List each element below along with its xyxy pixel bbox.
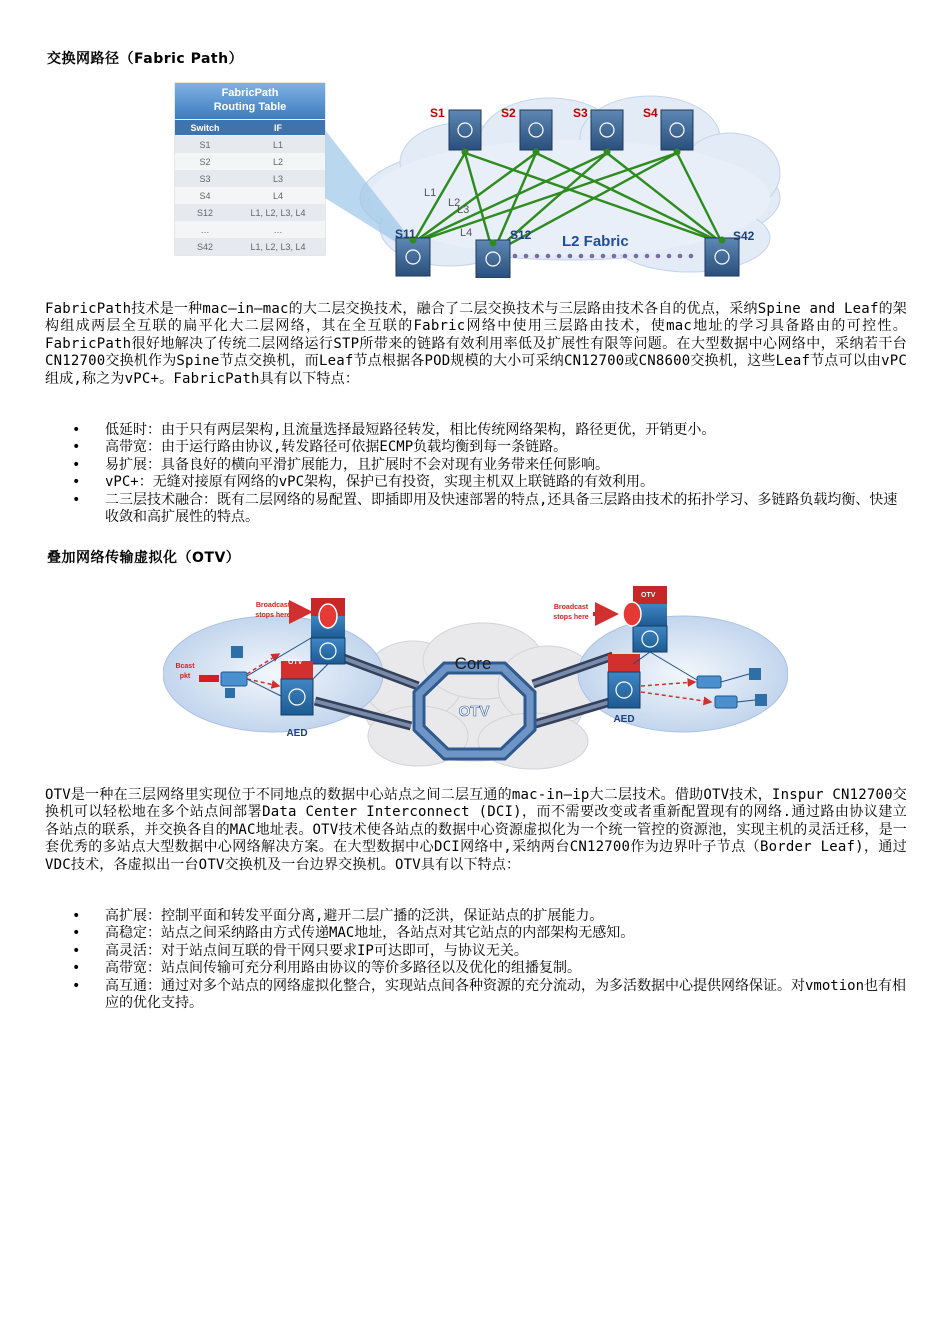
spine-label-s1: S1 xyxy=(430,106,445,120)
aed-left-label: AED xyxy=(286,728,308,739)
table-col-if: IF xyxy=(274,123,282,133)
bullet-dot: • xyxy=(72,908,81,924)
bullet-dot: • xyxy=(72,456,81,473)
aed-right-label: AED xyxy=(613,714,635,725)
broadcast-left-2: stops here xyxy=(255,612,291,619)
table-cell-switch: S4 xyxy=(199,191,211,201)
table-row xyxy=(175,170,325,187)
bullet-dot: • xyxy=(72,439,81,456)
table-col-switch: Switch xyxy=(190,123,220,133)
section-heading-otv: 叠加网络传输虚拟化（OTV） xyxy=(47,550,241,566)
leaf-switch-s12 xyxy=(476,240,510,279)
spine-switch-s1 xyxy=(449,110,481,156)
leaf-switch-s11 xyxy=(396,237,430,277)
bullet-dot: • xyxy=(72,942,81,959)
list-item xyxy=(72,978,907,1013)
spine-label-s4: S4 xyxy=(643,106,658,120)
list-item xyxy=(72,457,907,474)
broadcast-right-1: Broadcast xyxy=(553,604,589,611)
bullet-text: vPC+：无缝对接原有网络的vPC架构，保护已有投资，实现主机双上联链路的有效利用。 xyxy=(105,474,654,491)
bullet-text: 高带宽：站点间传输可充分利用路由协议的等价多路径以及优化的组播复制。 xyxy=(105,960,581,977)
table-cell-if: L2 xyxy=(272,157,284,167)
table-cell-if: L4 xyxy=(272,191,284,201)
spine-switch-s3 xyxy=(591,110,623,156)
table-row xyxy=(175,187,325,204)
bullet-text: 高稳定：站点之间采纳路由方式传递MAC地址，各站点对其它站点的内部架构无感知。 xyxy=(105,925,635,942)
left-otv-tag: OTV xyxy=(288,659,303,666)
spine-label-s3: S3 xyxy=(573,106,588,120)
bcast-label-2: pkt xyxy=(179,673,191,680)
bullet-dot: • xyxy=(72,422,81,438)
bullet-dot: • xyxy=(72,491,81,508)
otv-feature-list xyxy=(72,908,907,1012)
bullet-text: 易扩展：具备良好的横向平滑扩展能力，且扩展时不会对现有业务带来任何影响。 xyxy=(105,456,609,473)
core-cloud xyxy=(363,623,598,769)
link-label-l2: L2 xyxy=(448,197,461,209)
table-title-1: FabricPath xyxy=(221,87,279,99)
bullet-text: 高灵活：对于站点间互联的骨干网只要求IP可达即可，与协议无关。 xyxy=(105,942,528,959)
table-row xyxy=(175,153,325,170)
routing-table xyxy=(175,83,325,255)
spine-label-s2: S2 xyxy=(501,106,516,120)
bullet-dot: • xyxy=(72,960,81,977)
leaf-label-s42: S42 xyxy=(733,229,755,243)
left-aed-switch xyxy=(281,659,313,715)
left-otv-switch xyxy=(311,598,345,664)
fabricpath-paragraph: FabricPath技术是一种mac—in—mac的大二层交换技术，融合了二层交换技术与三层路由技术各自的优点，采纳Spine and Leaf的架构组成两层全互联的扁平化大二层网络，其在全互联的Fabric网络中使用三层路由技术，使mac地址的学习具备路由的可控性。FabricPath很好地解决了传统二层网络运行STP所带来的链路有效利用率低及扩展性有限等问题。在大型数据中心网络中，采纳若干台CN12700交换机作为Spine节点交换机，而Leaf节点根据各POD规模的大小可采纳CN12700或CN8600交换机，这些Leaf节点可以由vPC组成,称之为vPC+。FabricPath具有以下特点： xyxy=(45,301,907,387)
table-cell-if: … xyxy=(273,225,283,235)
broadcast-left-1: Broadcast xyxy=(255,602,291,609)
bullet-dot: • xyxy=(72,977,81,994)
bullet-text: 高带宽：由于运行路由协议,转发路径可依据ECMP负载均衡到每一条链路。 xyxy=(105,439,568,456)
otv-paragraph: OTV是一种在三层网络里实现位于不同地点的数据中心站点之间二层互通的mac-in—ip大二层技术。借助OTV技术，Inspur CN12700交换机可以轻松地在多个站点间部署Data Center Interconnect (DCI)，而不需要改变或者重新配置现有的网络.通过路由协议建立各站点的联系，并交换各自的MAC地址表。OTV技术使各站点的数据中心资源虚拟化为一个统一管控的资源池，实现主机的灵活迁移，是一套优秀的多站点大型数据中心网络解决方案。在大型数据中心DCI网络中,采纳两台CN12700作为边界叶子节点（Border Leaf)，通过VDC技术，各虚拟出一台OTV交换机及一台边界交换机。OTV具有以下特点： xyxy=(45,787,907,873)
table-cell-if: L1, L2, L3, L4 xyxy=(250,242,306,252)
bullet-text: 二三层技术融合：既有二层网络的易配置、即插即用及快速部署的特点,还具备三层路由技术的拓扑学习、多链路负载均衡、快速收敛和高扩展性的特点。 xyxy=(105,491,898,526)
table-cell-switch: S42 xyxy=(196,242,214,252)
link-label-l1: L1 xyxy=(424,187,437,199)
bullet-text: 高扩展：控制平面和转发平面分离,避开二层广播的泛洪，保证站点的扩展能力。 xyxy=(105,908,604,924)
bullet-text: 低延时：由于只有两层架构,且流量选择最短路径转发，相比传统网络架构，路径更优，开销更小。 xyxy=(105,422,716,438)
fabricpath-feature-list xyxy=(72,422,907,526)
link-label-l3: L3 xyxy=(457,204,470,216)
fabric-label: L2 Fabric xyxy=(562,233,629,250)
broadcast-right-2: stops here xyxy=(553,614,589,621)
list-item xyxy=(72,474,907,491)
spine-switch-s2 xyxy=(520,110,552,156)
table-cell-switch: S12 xyxy=(196,208,214,218)
leaf-label-s11: S11 xyxy=(395,227,416,241)
table-title-2: Routing Table xyxy=(213,101,287,113)
section-heading-fabricpath: 交换网路径（Fabric Path） xyxy=(47,51,244,67)
list-item xyxy=(72,439,907,456)
bullet-dot: • xyxy=(72,925,81,942)
otv-ring-label: OTV xyxy=(458,703,490,720)
table-cell-switch: S1 xyxy=(199,140,211,150)
list-item xyxy=(72,960,907,977)
table-cell-if: L1 xyxy=(272,140,284,150)
spine-switch-s4 xyxy=(661,110,693,156)
list-item xyxy=(72,925,907,942)
table-cell-if: L1, L2, L3, L4 xyxy=(250,208,306,218)
table-cell-switch: S3 xyxy=(199,174,211,184)
list-item xyxy=(72,492,907,527)
core-label: Core xyxy=(454,654,492,673)
leaf-label-s12: S12 xyxy=(510,228,532,242)
table-cell-if: L3 xyxy=(272,174,284,184)
table-row xyxy=(175,136,325,153)
right-otv-tag: OTV xyxy=(641,592,656,599)
bcast-label-1: Bcast xyxy=(175,663,195,670)
bullet-text: 高互通：通过对多个站点的网络虚拟化整合，实现站点间各种资源的充分流动，为多活数据中心提供网络保证。对vmotion也有相应的优化支持。 xyxy=(105,977,906,1012)
list-item xyxy=(72,943,907,960)
link-label-l4: L4 xyxy=(460,227,473,239)
list-item xyxy=(72,422,907,439)
bullet-dot: • xyxy=(72,474,81,491)
fabricpath-diagram xyxy=(170,78,790,278)
table-cell-switch: S2 xyxy=(199,157,211,167)
table-row xyxy=(175,221,325,238)
table-cell-switch: … xyxy=(200,225,210,235)
list-item xyxy=(72,908,907,925)
otv-diagram xyxy=(163,576,788,774)
